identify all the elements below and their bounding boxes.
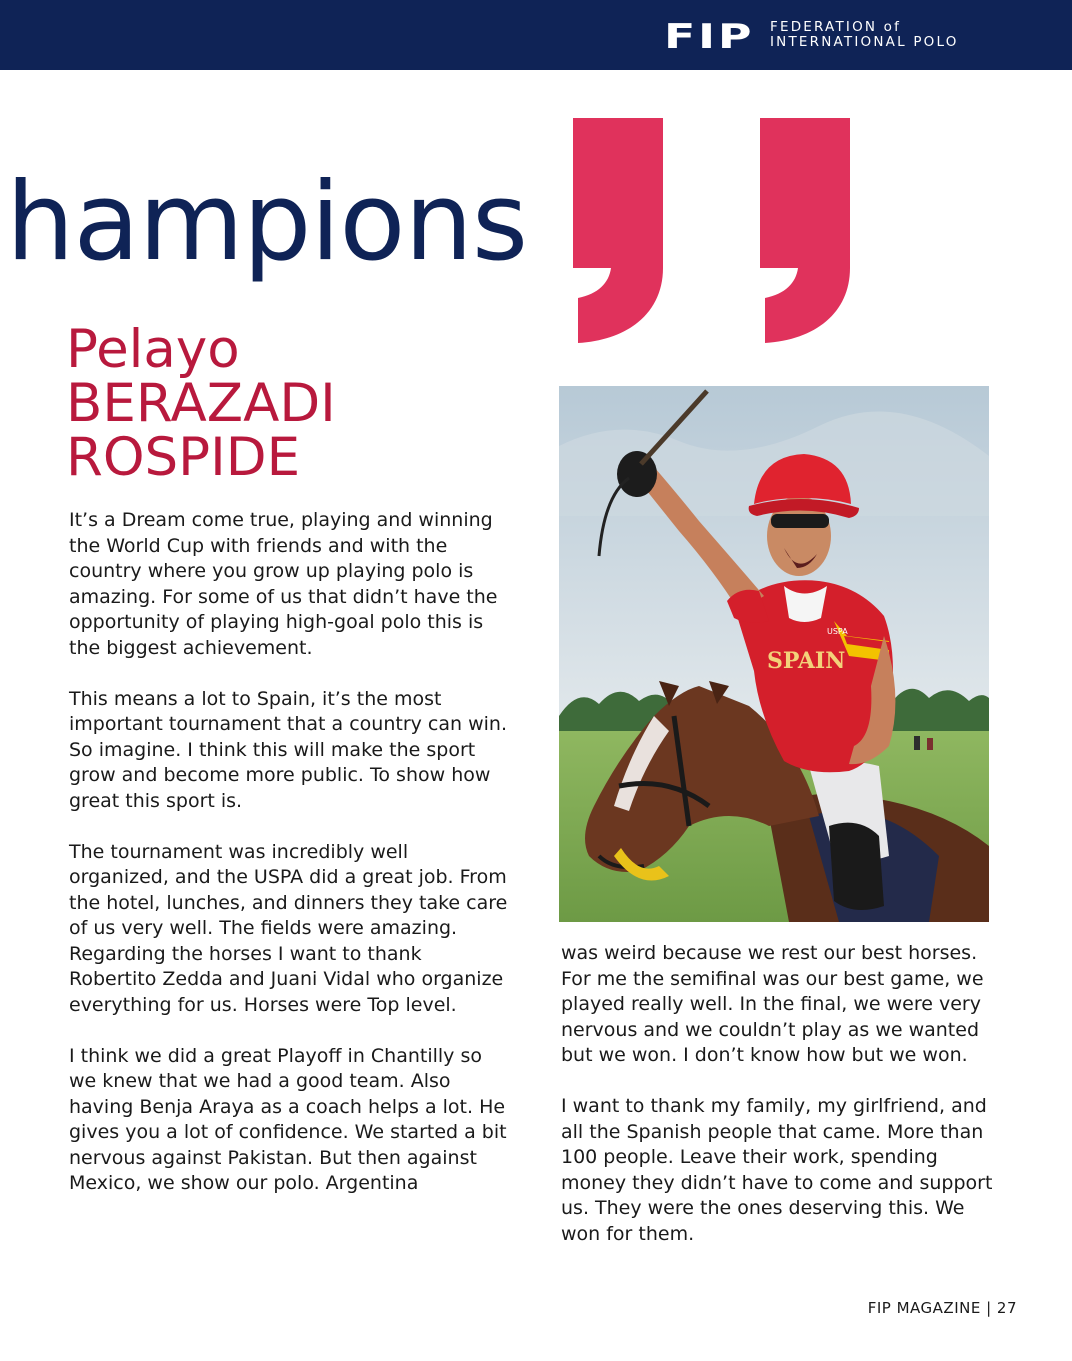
header-bar: [0, 0, 1072, 70]
player-first-name: Pelayo: [66, 319, 240, 380]
closing-quote-icon: [573, 118, 663, 343]
player-photo: [559, 386, 989, 922]
logo-line-2: INTERNATIONAL POLO: [770, 34, 959, 50]
paragraph: This means a lot to Spain, it’s the most important tournament that a country can win. So imagine. I think this will make the sport grow and become more public. To show how great this sport is.: [69, 687, 507, 812]
left-column: [69, 508, 509, 1222]
fip-logo: FIP: [664, 17, 755, 57]
paragraph: I want to thank my family, my girlfriend, and all the Spanish people that came. More than 100 people. Leave their work, spending money they didn’t have to come and support us. They were the ones deserving this. We won for them.: [561, 1095, 993, 1245]
jersey-text: SPAIN: [767, 648, 846, 674]
paragraph: was weird because we rest our best horses. For me the semifinal was our best game, we played really well. In the final, we were very nervous and we couldn’t play as we wanted but we won. I don’t know how but we won.: [561, 942, 984, 1066]
right-column: [561, 941, 1001, 1273]
player-surname-2: ROSPIDE: [66, 427, 301, 488]
page-footer: FIP MAGAZINE | 27: [867, 1299, 1017, 1317]
player-surname-1: BERAZADI: [66, 373, 336, 434]
paragraph: I think we did a great Playoff in Chantilly so we knew that we had a good team. Also having Benja Araya as a coach helps a lot. He gives you a lot of confidence. We started a bit nervous against Pakistan. But then against Mexico, we show our polo. Argentina: [69, 1044, 507, 1194]
closing-quote-icon: [760, 118, 850, 343]
paragraph: It’s a Dream come true, playing and winning the World Cup with friends and with the country where you grow up playing polo is amazing. For some of us that didn’t have the opportunity of playing high-goal polo this is the biggest achievement.: [69, 509, 498, 659]
player-name: [66, 319, 336, 488]
paragraph: The tournament was incredibly well organized, and the USPA did a great job. From the hotel, lunches, and dinners they take care of us very well. The fields were amazing. Regarding the horses I want to thank Robertito Zedda and Juani Vidal who organize everything for us. Horses were Top level.: [69, 840, 508, 1016]
jersey-brand: USPA: [827, 627, 848, 636]
logo-line-1: FEDERATION of: [770, 19, 902, 35]
fip-logo-text: [770, 20, 959, 50]
headline: hampions: [6, 160, 528, 285]
